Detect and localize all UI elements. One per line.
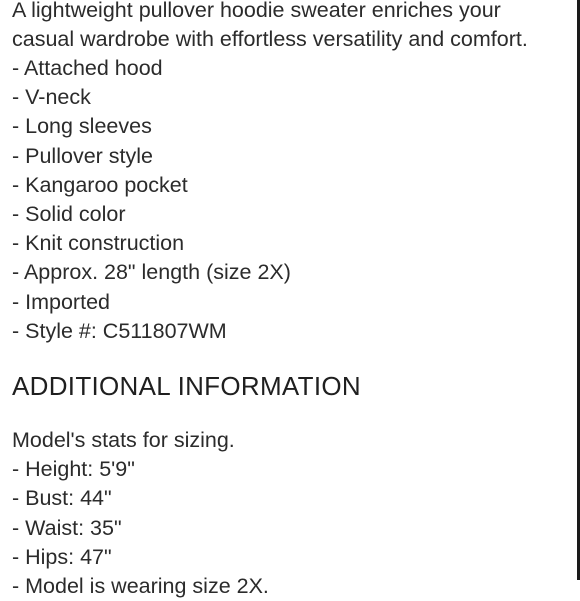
model-stat-item: - Waist: 35": [12, 515, 122, 540]
feature-list: [12, 54, 567, 346]
feature-item: - V-neck: [12, 85, 91, 110]
model-stats-intro: Model's stats for sizing.: [12, 428, 235, 453]
model-stats-list: [12, 455, 567, 601]
feature-item: - Knit construction: [12, 231, 185, 256]
product-details-content: [12, 0, 567, 601]
feature-item: - Attached hood: [12, 56, 163, 80]
model-stat-item: - Hips: 47": [12, 544, 112, 569]
feature-item: - Long sleeves: [12, 114, 152, 139]
feature-item: - Imported: [12, 289, 110, 314]
model-stat-item: - Bust: 44": [12, 486, 112, 511]
feature-item: - Pullover style: [12, 143, 153, 168]
model-stat-item: - Height: 5'9": [12, 457, 135, 482]
product-description: A lightweight pullover hoodie sweater enriches your casual wardrobe with effortless versatility and comfort.: [12, 0, 528, 51]
feature-item: - Approx. 28" length (size 2X): [12, 260, 291, 285]
feature-item: - Style #: C511807WM: [12, 318, 227, 343]
feature-item: - Solid color: [12, 202, 126, 227]
model-stat-item: - Model is wearing size 2X.: [12, 574, 269, 599]
feature-item: - Kangaroo pocket: [12, 172, 188, 197]
additional-information-heading: ADDITIONAL INFORMATION: [12, 371, 361, 402]
